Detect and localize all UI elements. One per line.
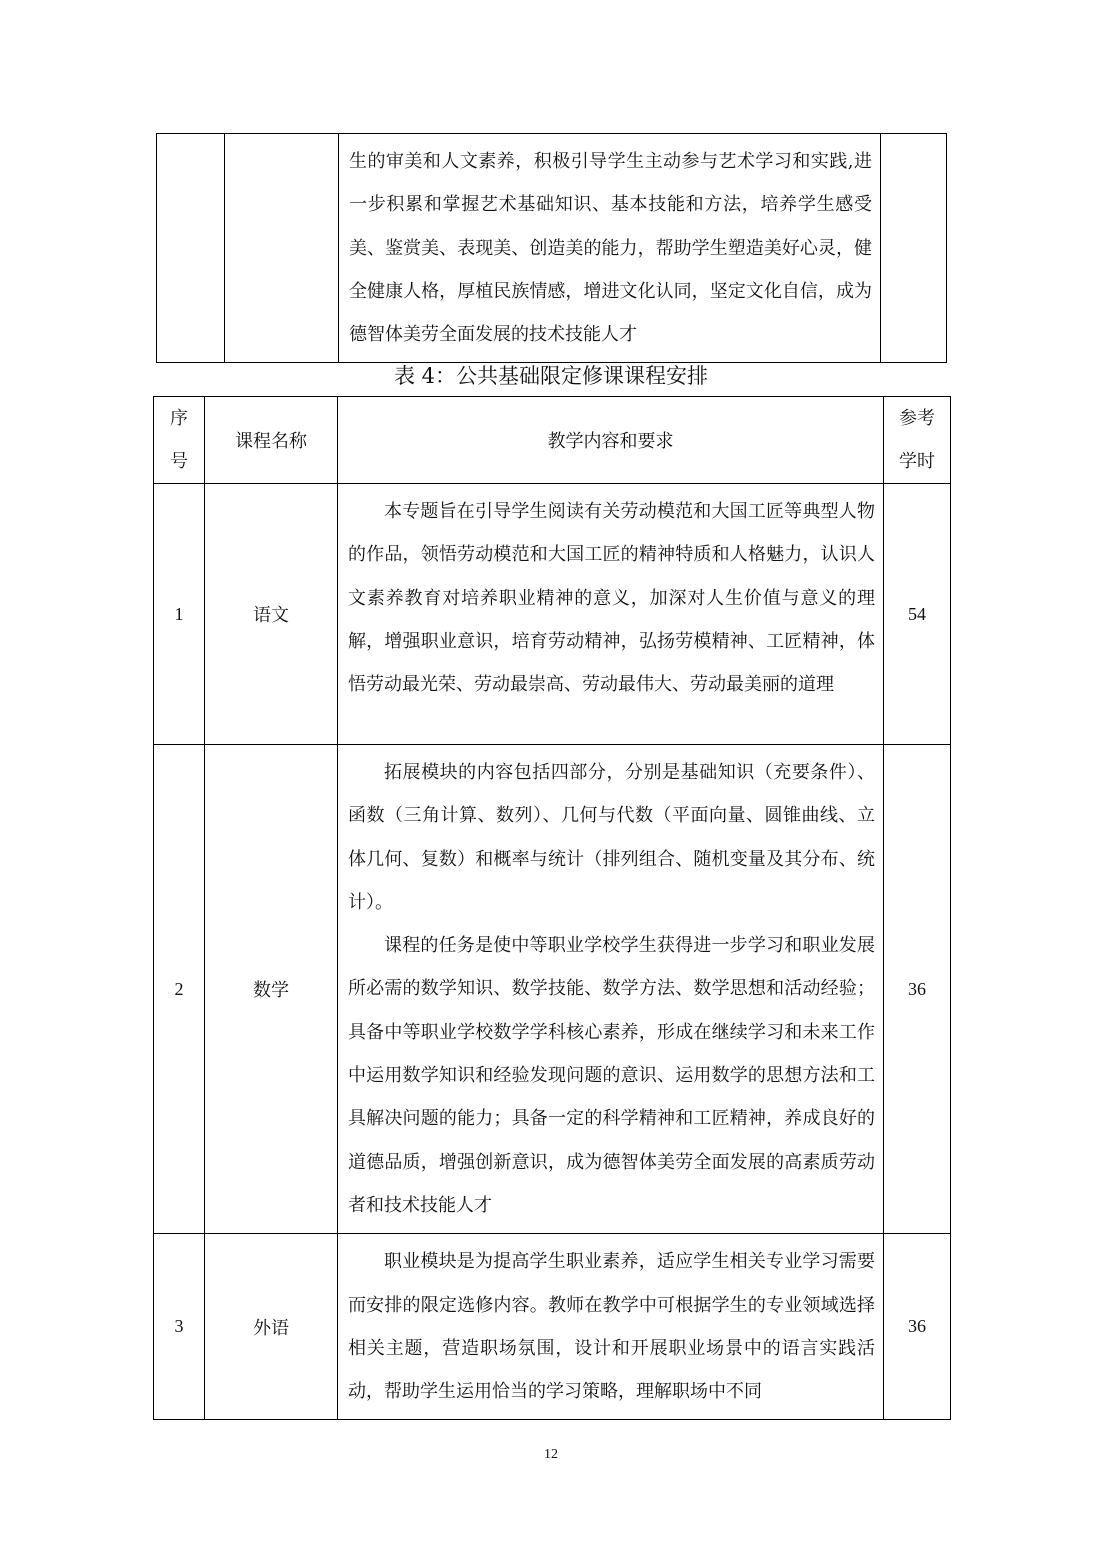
continuation-table	[156, 133, 947, 363]
table-row	[154, 1234, 951, 1420]
row-content	[338, 1234, 884, 1420]
row-seq: 2	[154, 745, 205, 1234]
row-seq: 3	[154, 1234, 205, 1420]
continuation-row	[157, 134, 947, 363]
row-content	[338, 484, 884, 745]
row-content-paragraph: 本专题旨在引导学生阅读有关劳动模范和大国工匠等典型人物的作品，领悟劳动模范和大国工匠的精神特质和人格魅力，认识人文素养教育对培养职业精神的意义，加深对人生价值与意义的理解，增强职业意识，培育劳动精神，弘扬劳模精神、工匠精神，体悟劳动最光荣、劳动最崇高、劳动最伟大、劳动最美丽的道理	[348, 501, 875, 696]
continuation-hours-cell	[881, 134, 947, 363]
course-table	[153, 396, 951, 1420]
table-caption: 表 4：公共基础限定修课课程安排	[393, 364, 709, 388]
table-row	[154, 745, 951, 1234]
table-row	[154, 484, 951, 745]
row-course-name: 外语	[205, 1234, 338, 1420]
row-hours: 36	[884, 1234, 951, 1420]
row-seq: 1	[154, 484, 205, 745]
continuation-seq-cell	[157, 134, 225, 363]
row-hours: 36	[884, 745, 951, 1234]
row-content-paragraph: 拓展模块的内容包括四部分，分别是基础知识（充要条件）、函数（三角计算、数列）、几何与代数（平面向量、圆锥曲线、立体几何、复数）和概率与统计（排列组合、随机变量及其分布、统计）。	[348, 762, 875, 913]
row-content-paragraph: 课程的任务是使中等职业学校学生获得进一步学习和职业发展所必需的数学知识、数学技能、数学方法、数学思想和活动经验；具备中等职业学校数学学科核心素养，形成在继续学习和未来工作中运用数学知识和经验发现问题的意识、运用数学的思想方法和工具解决问题的能力；具备一定的科学精神和工匠精神，养成良好的道德品质，增强创新意识，成为德智体美劳全面发展的高素质劳动者和技术技能人才	[348, 935, 875, 1216]
row-hours: 54	[884, 484, 951, 745]
table-header-row	[154, 397, 951, 484]
header-seq-label: 序号	[170, 408, 188, 472]
continuation-name-cell	[225, 134, 339, 363]
header-seq	[154, 397, 205, 484]
continuation-content: 生的审美和人文素养，积极引导学生主动参与艺术学习和实践,进一步积累和掌握艺术基础知识、基本技能和方法，培养学生感受美、鉴赏美、表现美、创造美的能力，帮助学生塑造美好心灵，健全健康人格，厚植民族情感，增进文化认同，坚定文化自信，成为德智体美劳全面发展的技术技能人才	[349, 151, 872, 346]
row-course-name: 数学	[205, 745, 338, 1234]
page-number: 12	[544, 1447, 558, 1462]
row-content-paragraph: 职业模块是为提高学生职业素养，适应学生相关专业学习需要而安排的限定选修内容。教师在教学中可根据学生的专业领域选择相关主题，营造职场氛围，设计和开展职业场景中的语言实践活动，帮助学生运用恰当的学习策略，理解职场中不同	[348, 1251, 875, 1403]
header-course-name: 课程名称	[205, 397, 338, 484]
row-course-name: 语文	[205, 484, 338, 745]
header-content: 教学内容和要求	[338, 397, 884, 484]
header-hours-label: 参考学时	[899, 408, 935, 472]
header-hours	[884, 397, 951, 484]
row-content	[338, 745, 884, 1234]
continuation-content-cell	[339, 134, 881, 363]
